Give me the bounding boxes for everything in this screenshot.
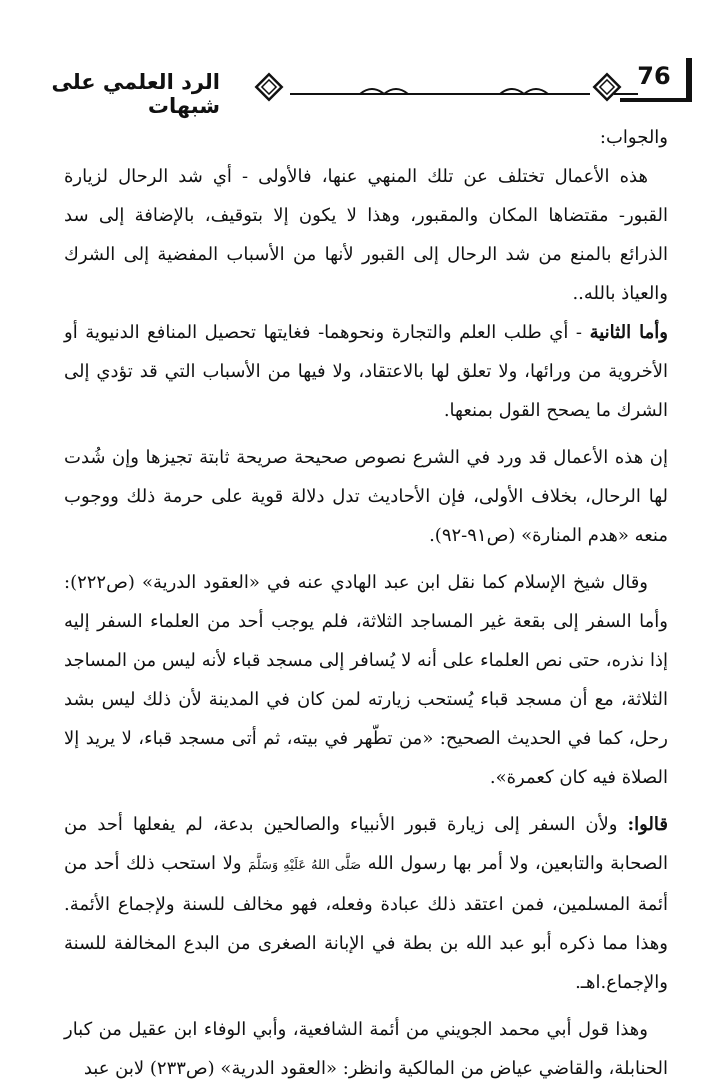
paragraph-2 (64, 313, 668, 430)
answer-heading: والجواب: (599, 127, 668, 148)
paragraph-5-text-a: ولأن السفر إلى زيارة قبور الأنبياء والصالحين بدعة، لم يفعلها أحد من الصحابة والتابعين، ولا أمر بها رسول الله (64, 814, 669, 874)
page-header (30, 58, 692, 118)
paragraph-5-text-b: ولا استحب ذلك أحد من أئمة المسلمين، فمن اعتقد ذلك عبادة وفعله، فهو مخالف للسنة ولإجماع الأئمة. وهذا مما ذكره أبو عبد الله بن بطة في الإبانة الصغرى من البدع المخالفة للسنة والإجماع.اهـ. (64, 853, 668, 993)
paragraph-1: هذه الأعمال تختلف عن تلك المنهي عنها، فالأولى - أي شد الرحال لزيارة القبور- مقتضاها المكان والمقبور، وهذا لا يكون إلا بتوقيف، بالإضافة إلى سد الذرائع بالمنع من شد الرحال إلى القبور لأنها من الأسباب المفضية إلى الشرك والعياذ بالله.. (64, 166, 668, 304)
paragraph-2-lead: وأما الثانية (589, 322, 668, 343)
page-body (64, 118, 668, 1088)
page-number-box (620, 58, 692, 102)
running-title: الرد العلمي على شبهات (51, 70, 220, 118)
paragraph-5-lead: قالوا: (627, 814, 668, 835)
paragraph-5 (64, 805, 668, 1002)
header-ornament (250, 72, 640, 102)
page-number: 76 (637, 62, 671, 90)
salutation-seal: صَلَّى اللهُ عَلَيْهِ وَسَلَّمَ (248, 858, 362, 873)
paragraph-6: وهذا قول أبي محمد الجويني من أئمة الشافعية، وأبي الوفاء ابن عقيل من كبار الحنابلة، والقاضي عياض من المالكية وانظر: «العقود الدرية» (ص٢٣٣) لابن عبد (64, 1019, 668, 1079)
paragraph-4: وقال شيخ الإسلام كما نقل ابن عبد الهادي عنه في «العقود الدرية» (ص٢٢٢): وأما السفر إلى بقعة غير المساجد الثلاثة، فلم يوجب أحد من العلماء السفر إليه إذا نذره، حتى نص العلماء على أنه لا يُسافر إلى مسجد قباء لأنه ليس من المساجد الثلاثة، مع أن مسجد قباء يُستحب زيارته لمن كان في المدينة لأن ذلك ليس بشد رحل، كما في الحديث الصحيح: «من تطّهر في بيته، ثم أتى مسجد قباء، لا يريد إلا الصلاة فيه كان كعمرة». (64, 572, 669, 788)
paragraph-3: إن هذه الأعمال قد ورد في الشرع نصوص صحيحة صريحة ثابتة تجيزها وإن شُدت لها الرحال، بخلاف الأولى، فإن الأحاديث تدل دلالة قوية على حرمة ذلك ووجوب منعه «هدم المنارة» (ص٩١-٩٢). (64, 447, 668, 546)
paragraph-2-text: - أي طلب العلم والتجارة ونحوهما- فغايتها تحصيل المنافع الدنيوية أو الأخروية من ورائها، ولا تعلق لها بالاعتقاد، ولا فيها من الأسباب التي قد تؤدي إلى الشرك ما يصحح القول بمنعها. (64, 322, 668, 421)
